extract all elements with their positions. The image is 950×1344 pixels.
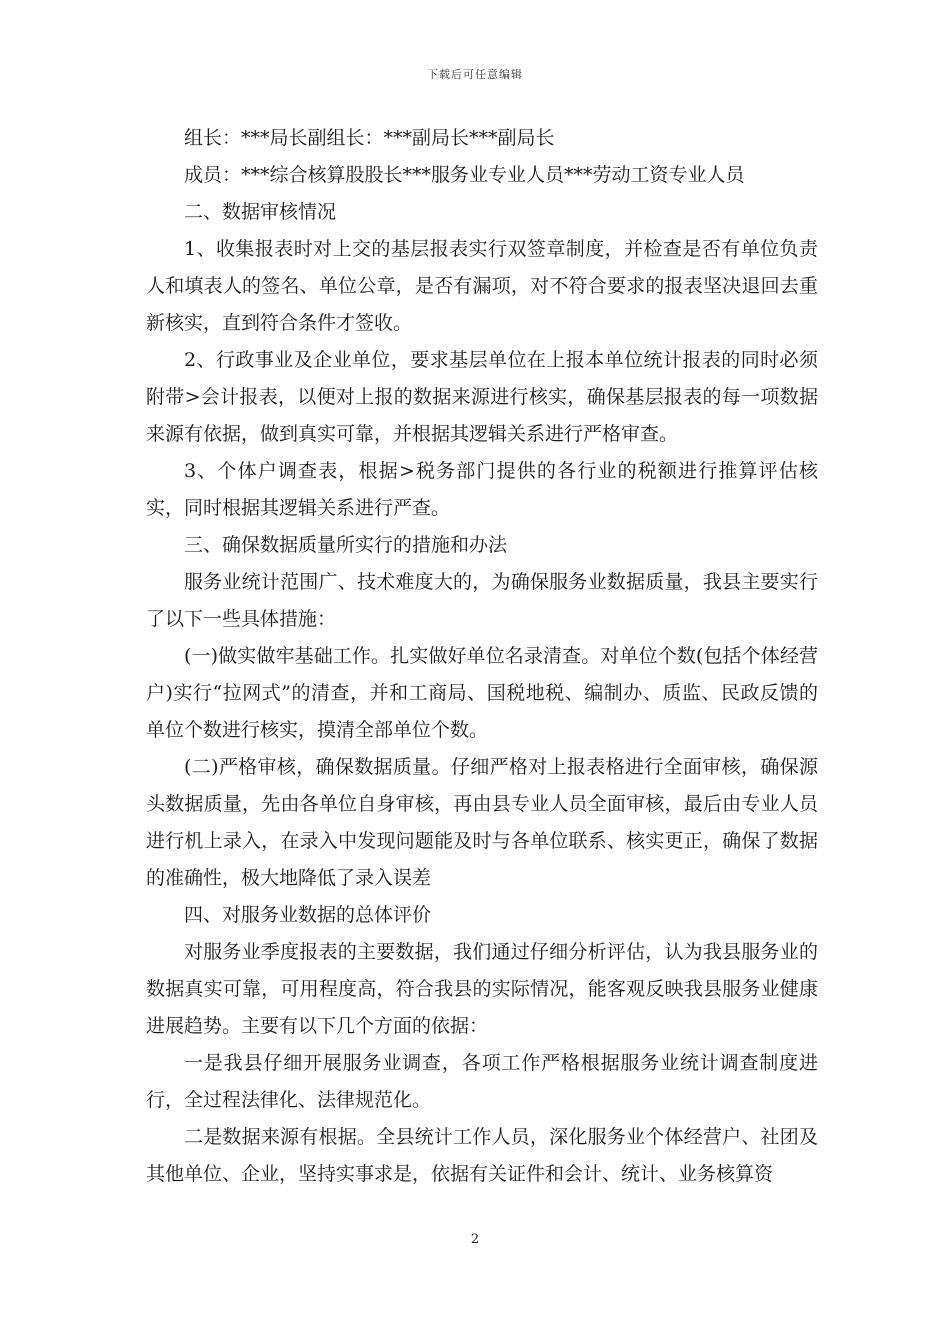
paragraph-evaluation-2: 二是数据来源有根据。全县统计工作人员，深化服务业个体经营户、社团及其他单位、企业，坚持实事求是，依据有关证件和会计、统计、业务核算资 — [146, 1126, 818, 1185]
paragraph-measures-intro: 服务业统计范围广、技术难度大的，为确保服务业数据质量，我县主要实行了以下一些具体措施： — [146, 571, 818, 630]
header-note: 下载后可任意编辑 — [427, 68, 523, 81]
paragraph-review-1: 1、收集报表时对上交的基层报表实行双签章制度，并检查是否有单位负责人和填表人的签名、单位公章，是否有漏项，对不符合要求的报表坚决退回去重新核实，直到符合条件才签收。 — [146, 238, 818, 334]
paragraph-measure-2: (二)严格审核，确保数据质量。仔细严格对上报表格进行全面审核，确保源头数据质量，先由各单位自身审核，再由县专业人员全面审核，最后由专业人员进行机上录入，在录入中发现问题能及时与各单位联系、核实更正，确保了数据的准确性，极大地降低了录入误差 — [146, 756, 818, 889]
paragraph-review-2: 2、行政事业及企业单位，要求基层单位在上报本单位统计报表的同时必须附带>会计报表，以便对上报的数据来源进行核实，确保基层报表的每一项数据来源有依据，做到真实可靠，并根据其逻辑关系进行严格审查。 — [146, 349, 818, 445]
paragraph-evaluation-intro: 对服务业季度报表的主要数据，我们通过仔细分析评估，认为我县服务业的数据真实可靠，可用程度高，符合我县的实际情况，能客观反映我县服务业健康进展趋势。主要有以下几个方面的依据： — [146, 941, 818, 1037]
section-heading-quality-measures: 三、确保数据质量所实行的措施和办法 — [184, 534, 508, 556]
paragraph-team-members: 成员：***综合核算股股长***服务业专业人员***劳动工资专业人员 — [184, 164, 745, 186]
document-body — [146, 120, 818, 1193]
section-heading-overall-evaluation: 四、对服务业数据的总体评价 — [184, 904, 432, 926]
paragraph-measure-1: (一)做实做牢基础工作。扎实做好单位名录清查。对单位个数(包括个体经营户)实行“拉网式”的清查，并和工商局、国税地税、编制办、质监、民政反馈的单位个数进行核实，摸清全部单位个数。 — [146, 645, 818, 741]
paragraph-evaluation-1: 一是我县仔细开展服务业调查，各项工作严格根据服务业统计调查制度进行，全过程法律化、法律规范化。 — [146, 1052, 818, 1111]
section-heading-data-review: 二、数据审核情况 — [184, 201, 337, 223]
paragraph-review-3: 3、个体户调查表，根据>税务部门提供的各行业的税额进行推算评估核实，同时根据其逻辑关系进行严查。 — [146, 460, 818, 519]
page-number: 2 — [470, 1232, 480, 1247]
paragraph-team-leader: 组长：***局长副组长：***副局长***副局长 — [184, 127, 555, 149]
